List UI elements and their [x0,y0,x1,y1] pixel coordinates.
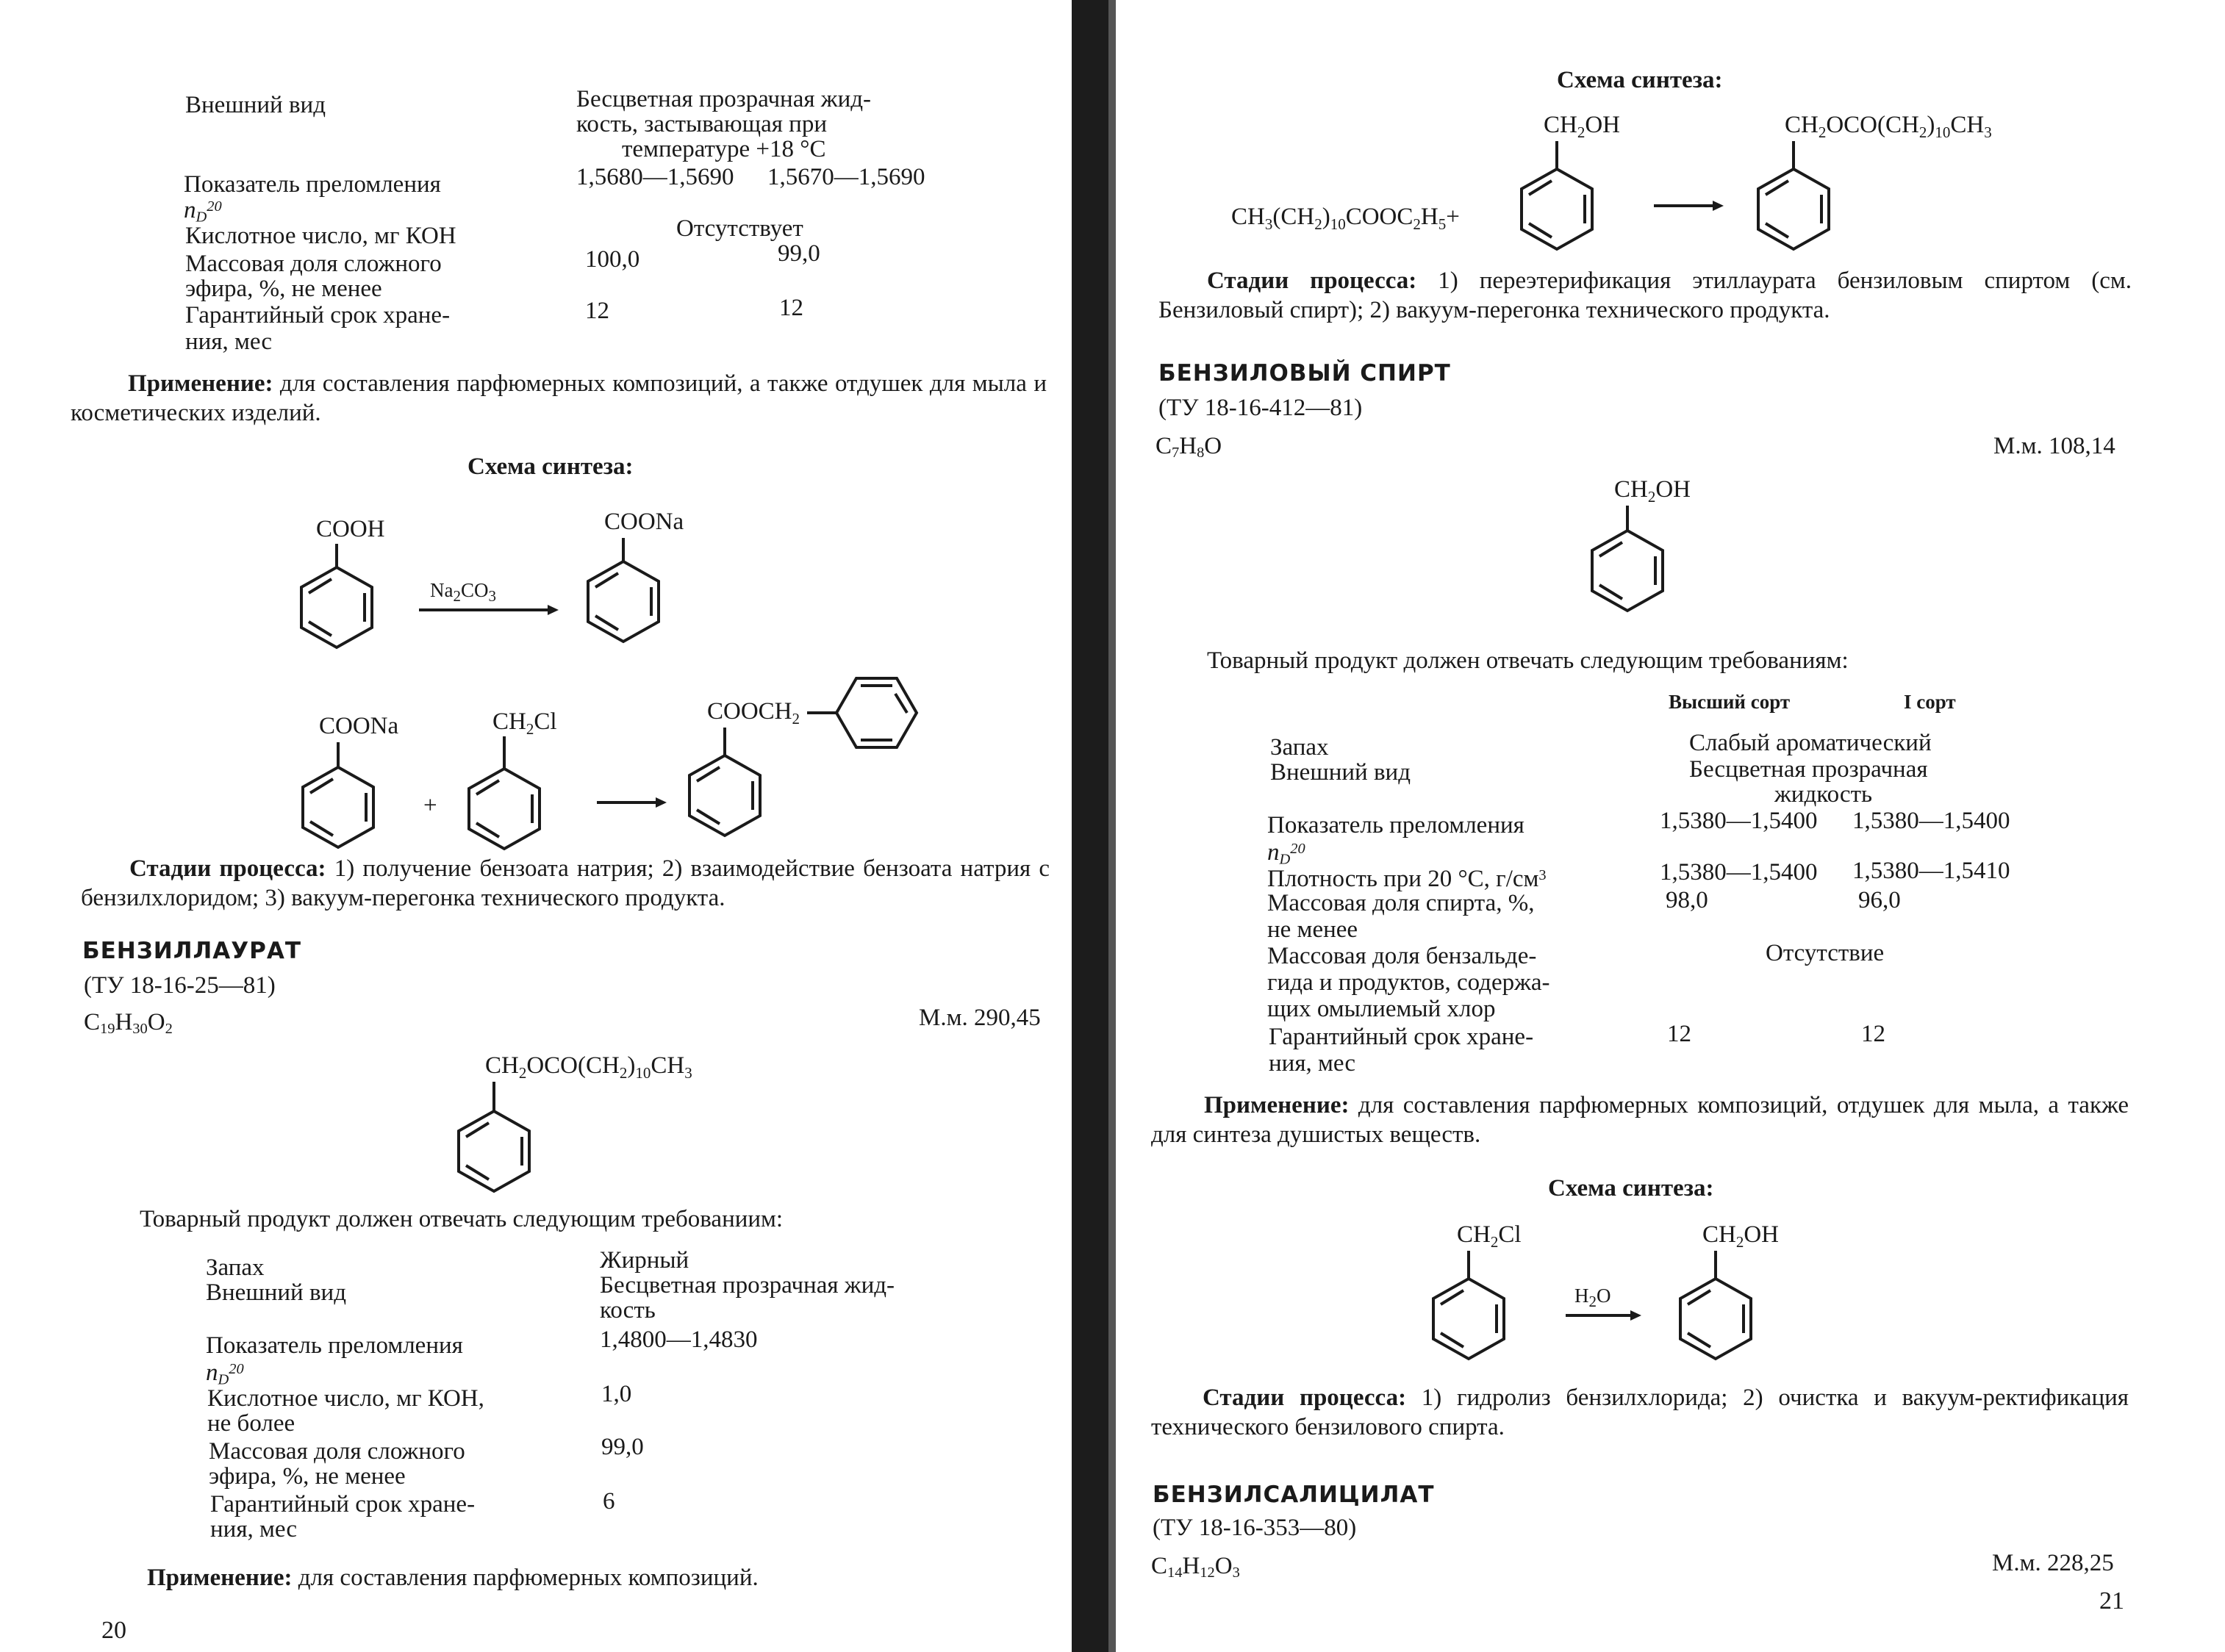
row-refraction-nd: $n_D^{20}$ [206,1360,244,1388]
row-alcohol-col2: 96,0 [1858,887,1901,913]
row-ester-value: 99,0 [601,1434,644,1460]
row-aldehyde-label-2: гида и продуктов, содержа- [1267,969,1550,996]
application-paragraph-2: Применение: для составления парфюмерных композиций. [147,1565,759,1591]
reagent-label: $Na_2CO_3$ [430,579,496,605]
reaction-arrow-hydrolysis [1566,1285,1641,1321]
row-ester-col2: 99,0 [778,240,820,267]
row-shelf-label: Гарантийный срок хране- [210,1491,476,1518]
benzyl-chloride-structure [469,708,557,849]
ch2cl-label: $CH_2Cl$ [492,708,557,738]
row-shelf-col1: 12 [1667,1021,1691,1047]
row-refraction-col1: 1,5380—1,5400 [1660,808,1818,834]
benzene-ring [1522,169,1592,249]
tu-code: (ТУ 18-16-412—81) [1158,395,1363,421]
row-shelf-col1: 12 [585,298,609,324]
grade-first-header: I сорт [1904,691,1956,713]
sodium-benzoate-structure [588,509,684,642]
book-spine-shadow [1108,0,1116,1652]
scheme-title-benzyl-alcohol: Схема синтеза: [1548,1175,1714,1202]
row-appearance-value: Бесцветная прозрачная [1689,756,1928,783]
ethyl-laurate-label: $CH_3(CH_2)_{10}COOC_2H_5+$ [1231,204,1460,233]
row-ester-col1: 100,0 [585,246,640,273]
row-refraction-col2: 1,5670—1,5690 [767,164,925,190]
row-appearance-value: Бесцветная прозрачная жид- [600,1272,895,1299]
tu-code: (ТУ 18-16-25—81) [84,972,276,999]
application-paragraph-1: Применение: для составления парфюмерных композиций, а также отдушек для мыла и косметических изделий. [71,370,1047,426]
reaction-arrow-top [1654,201,1724,211]
row-aldehyde-label-3: щих омылиемый хлор [1267,996,1496,1022]
molecular-formula: $C_{19}H_{30}O_2$ [84,1009,173,1038]
row-refraction-nd: $n_D^{20}$ [1267,839,1305,868]
row-density-col2: 1,5380—1,5410 [1852,858,2010,884]
row-shelf-value: 6 [603,1488,615,1515]
svg-text:H2O: $H_2O$ [1574,1285,1611,1310]
book-spine [1072,0,1108,1652]
row-appearance-value-2: кость, застывающая при [576,111,827,137]
grade-high-header: Высший сорт [1669,691,1791,713]
coona-label: COONa [604,509,684,535]
row-appearance-label: Внешний вид [185,92,326,118]
svg-text:CH2OH: $CH_2OH$ [1702,1221,1780,1251]
row-ester-label: Массовая доля сложного [185,251,442,277]
benzyl-alcohol-structure [1573,470,1749,625]
reaction-arrow-1 [419,579,559,615]
row-shelf-label-2: ния, мес [185,328,272,355]
sodium-benzoate-structure-2 [303,713,399,847]
tu-code: (ТУ 18-16-353—80) [1153,1515,1357,1541]
row-refraction-label: Показатель преломления [1267,812,1524,838]
row-odor-label: Запах [1270,734,1329,761]
page-number-left: 20 [101,1617,126,1644]
row-shelf-col2: 12 [1861,1021,1885,1047]
scheme-1-diagram [265,500,1000,683]
requirements-title: Товарный продукт должен отвечать следующим требованиим: [140,1206,784,1232]
benzene-ring [459,1111,529,1191]
row-ester-label-2: эфира, %, не менее [209,1463,406,1490]
row-aldehyde-label: Массовая доля бензальде- [1267,943,1537,969]
row-refraction-nd: $n_D^{20}$ [184,197,222,226]
svg-text:CH2OCO(CH2)10CH3: $CH_2OCO(CH_2)_{10}CH_3$ [485,1052,692,1082]
row-aldehyde-value: Отсутствие [1766,940,1885,966]
row-refraction-col1: 1,5680—1,5690 [576,164,734,190]
row-refraction-col2: 1,5380—1,5400 [1852,808,2010,834]
row-appearance-value-2: жидкость [1774,781,1873,808]
row-appearance-value-3: температуре +18 °C [622,136,826,162]
benzene-ring [301,567,372,647]
row-refraction-label: Показатель преломления [184,171,441,198]
row-odor-value: Жирный [600,1247,689,1274]
svg-text:CH2OH: $CH_2OH$ [1544,112,1621,141]
stages-paragraph-1: Стадии процесса: 1) получение бензоата натрия; 2) взаимодействие бензоата натрия с бензилхлоридом; 3) вакуум-перегонка технического продукта. [81,855,1050,911]
row-shelf-col2: 12 [779,295,803,321]
row-density-label: Плотность при 20 °C, $г/см^3$ [1267,866,1547,893]
row-acid-label: Кислотное число, мг КОН [185,223,456,249]
row-appearance-value-2: кость [600,1297,656,1324]
cooch2-label: $COOCH_2$ [707,698,800,728]
cooh-label: COOH [316,516,385,542]
benzyl-benzoate-structure [689,678,917,836]
row-alcohol-label-2: не менее [1267,916,1358,943]
row-odor-label: Запах [206,1254,265,1281]
benzene-ring [1592,531,1663,611]
benzyl-laurate-product [1758,112,1992,249]
row-shelf-label: Гарантийный срок хране- [185,302,451,328]
molecular-weight: М.м. 228,25 [1992,1550,2114,1576]
benzyl-alcohol-product [1680,1221,1779,1359]
row-alcohol-label: Массовая доля спирта, %, [1267,890,1535,916]
row-appearance-label: Внешний вид [1270,759,1411,786]
row-odor-value: Слабый ароматический [1689,730,1932,756]
svg-text:CH2OH: $CH_2OH$ [1614,476,1691,506]
transesterification-scheme-diagram [1220,103,2102,272]
benzene-ring [469,769,540,849]
svg-text:CH2OCO(CH2)10CH3: $CH_2OCO(CH_2)_{10}CH_3$ [1785,112,1992,141]
hydrolysis-scheme-diagram [1411,1213,1823,1367]
plus-sign: + [423,792,437,819]
benzene-ring [1680,1279,1751,1359]
row-ester-label: Массовая доля сложного [209,1438,465,1465]
row-refraction-label: Показатель преломления [206,1332,463,1359]
row-acid-label: Кислотное число, мг КОН, [207,1385,484,1412]
reaction-arrow-2 [597,797,667,808]
section-title: БЕНЗИЛЛАУРАТ [82,938,301,964]
row-shelf-label-2: ния, мес [210,1516,297,1543]
section-title: БЕНЗИЛОВЫЙ СПИРТ [1158,360,1451,387]
benzene-ring-2 [836,678,917,747]
benzyl-laurate-structure [441,1044,809,1205]
row-appearance-label: Внешний вид [206,1279,346,1306]
row-refraction-value: 1,4800—1,4830 [600,1326,758,1353]
scheme-title-top: Схема синтеза: [1557,67,1723,93]
benzyl-chloride-reactant [1433,1221,1522,1359]
molecular-formula: $C_7H_8O$ [1156,433,1222,462]
row-density-col1: 1,5380—1,5400 [1660,859,1818,886]
molecular-formula: $C_{14}H_{12}O_3$ [1151,1553,1240,1581]
benzene-ring [689,755,760,836]
row-acid-value: Отсутствует [676,215,803,242]
row-acid-value: 1,0 [601,1381,632,1407]
svg-text:CH2Cl: $CH_2Cl$ [1457,1221,1522,1251]
scheme-2-diagram [279,691,1014,875]
row-shelf-label: Гарантийный срок хране- [1269,1024,1534,1050]
section-title: БЕНЗИЛСАЛИЦИЛАТ [1153,1482,1435,1508]
row-alcohol-col1: 98,0 [1666,887,1708,913]
page-number-right: 21 [2099,1587,2124,1615]
row-acid-label-2: не более [207,1410,295,1437]
row-shelf-label-2: ния, мес [1269,1050,1355,1077]
application-paragraph-3: Применение: для составления парфюмерных композиций, отдушек для мыла, а также для синтеза душистых веществ. [1151,1092,2129,1148]
benzene-ring [303,767,373,847]
requirements-title: Товарный продукт должен отвечать следующим требованиям: [1207,647,1849,674]
molecular-weight: М.м. 290,45 [919,1005,1041,1031]
row-ester-label-2: эфира, %, не менее [185,276,382,302]
stages-paragraph-top: Стадии процесса: 1) переэтерификация этиллаурата бензиловым спиртом (см. Бензиловый спирт); 2) вакуум-перегонка технического продукта. [1158,267,2132,323]
scheme-title-1: Схема синтеза: [467,453,634,480]
benzene-ring [1433,1279,1504,1359]
benzyl-alcohol-reactant [1522,112,1620,249]
molecular-weight: М.м. 108,14 [1993,433,2115,459]
benzoic-acid-structure [301,516,385,647]
benzene-ring [1758,169,1829,249]
coona-label-2: COONa [319,713,399,739]
stages-paragraph-benzyl-alcohol: Стадии процесса: 1) гидролиз бензилхлорида; 2) очистка и вакуум-ректификация технического бензилового спирта. [1151,1385,2129,1440]
row-appearance-value: Бесцветная прозрачная жид- [576,86,872,112]
benzene-ring [588,561,659,642]
